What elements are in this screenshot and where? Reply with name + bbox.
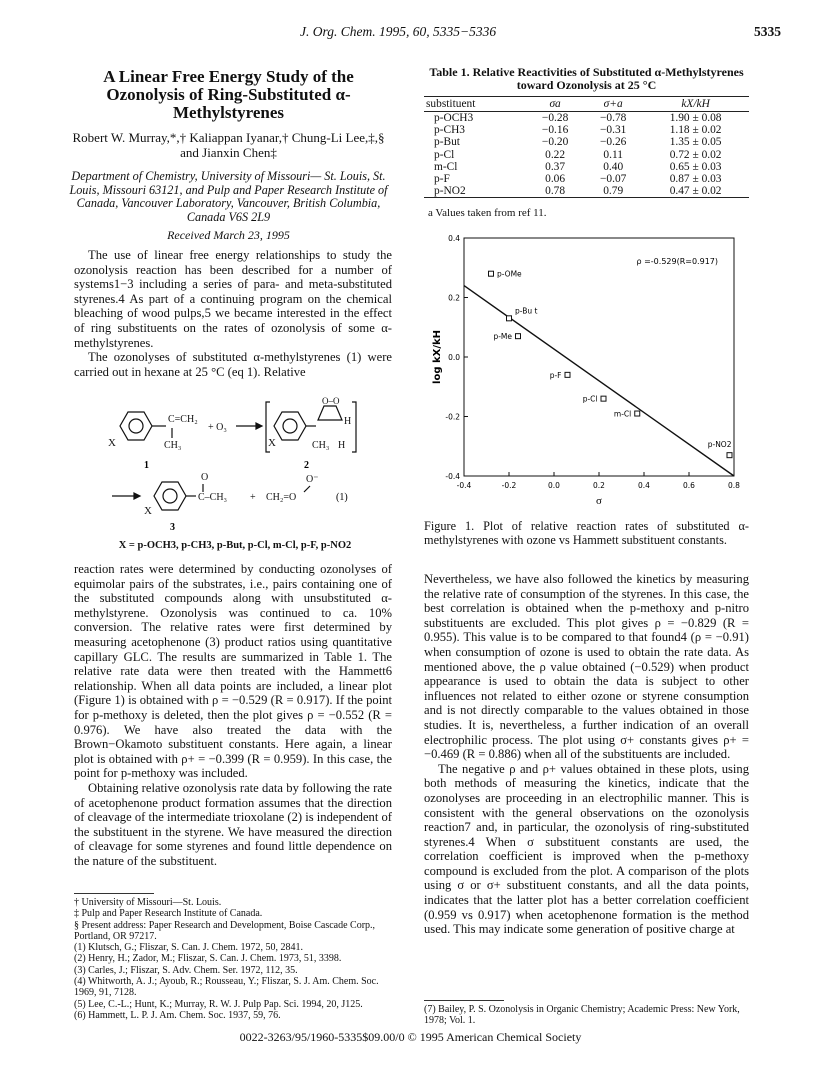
svg-text:O–O: O–O xyxy=(322,396,340,406)
compound-1-label: 1 xyxy=(144,460,149,471)
footnote: † University of Missouri—St. Louis. xyxy=(74,897,222,908)
table-cell: 0.06 xyxy=(545,173,566,186)
footnote: § Present address: Paper Research and Development, Boise Cascade Corp., Portland, OR 97217. xyxy=(74,919,376,942)
table-cell: 0.47 ± 0.02 xyxy=(642,185,749,198)
point-label: p-OMe xyxy=(497,269,522,279)
table-cell: −0.16 xyxy=(541,124,569,137)
table-row xyxy=(424,149,749,161)
table-row xyxy=(424,136,749,148)
body-text-left xyxy=(74,562,392,868)
table-cell: −0.07 xyxy=(599,173,627,186)
footnote: ‡ Pulp and Paper Research Institute of Canada. xyxy=(74,908,263,920)
page-number: 5335 xyxy=(754,24,781,39)
regression-annotation: ρ =-0.529(R=0.917) xyxy=(636,257,718,266)
compound-2-label: 2 xyxy=(304,460,309,471)
data-point xyxy=(601,396,606,401)
copyright-line: 0022-3263/95/1960-5335$09.00/0 © 1995 American Chemical Society xyxy=(239,1030,582,1044)
table-cell: p-But xyxy=(434,136,460,149)
table-cell: p-F xyxy=(434,173,450,186)
table-cell: 0.79 xyxy=(584,185,642,198)
body-text-right xyxy=(424,572,749,937)
table-cell: 0.87 ± 0.03 xyxy=(669,173,722,186)
footnote: (4) Whitworth, A. J.; Ayoub, R.; Rousseau, Y.; Fliszar, S. J. Am. Chem. Soc. 1969, 91, 7128. xyxy=(74,976,379,999)
table-cell: 0.11 xyxy=(603,148,623,161)
table-header-row xyxy=(424,97,749,112)
paragraph: The negative ρ and ρ+ values obtained in these plots, using both methods of measuring the kinetics, indicate that the ozonolyses are proceeding in an electrophilic manner. This is consistent with the general observations on the ozonolysis reaction7 and, in particular, the ozonolysis of ring-substituted styrenes.4 When σ substituent constants are used, the correlation coefficient is improved when the p-methoxy compound is excluded from the plot. A comparison of the plots using σ or σ+ substituent constants, and all the data points, indicates that the latter plot has a better correlation coefficient (0.959 vs 0.917) when acetophenone formation is the method used. This may indicate some generation of positive charge at xyxy=(424,761,749,937)
y-tick-label: 0.4 xyxy=(448,234,460,243)
table-cell: 0.65 ± 0.03 xyxy=(669,160,722,173)
table-cell: p-Cl xyxy=(434,148,455,161)
y-axis-label: log kX/kH xyxy=(432,330,443,384)
table-cell: −0.78 xyxy=(599,112,627,124)
paragraph: The ozonolyses of substituted α-methylstyrenes (1) were carried out in hexane at 25 °C (eq 1). Relative xyxy=(74,350,392,379)
footnote: (1) Klutsch, G.; Fliszar, S. Can. J. Chem. 1972, 50, 2841. xyxy=(74,942,304,954)
column-header: σa xyxy=(526,97,584,112)
table-cell: 1.18 ± 0.02 xyxy=(669,124,722,137)
substituent-list: X = p-OCH3, p-CH3, p-But, p-Cl, m-Cl, p-F, p-NO2 xyxy=(118,540,352,551)
data-point xyxy=(516,334,521,339)
equation-number: (1) xyxy=(336,492,348,503)
data-point xyxy=(565,372,570,377)
data-point xyxy=(727,453,732,458)
y-tick-label: 0.2 xyxy=(448,293,460,303)
footnote: (7) Bailey, P. S. Ozonolysis in Organic Chemistry; Academic Press: New York, 1978; Vol. 1. xyxy=(424,1004,740,1027)
data-point xyxy=(507,316,512,321)
table-cell: −0.20 xyxy=(541,136,569,149)
table-title: Table 1. Relative Reactivities of Substituted α-Methylstyrenes toward Ozonolysis at 25 °C xyxy=(429,65,744,92)
column-header: σ+a xyxy=(584,97,642,112)
regression-line xyxy=(464,286,734,476)
received-date: Received March 23, 1995 xyxy=(167,228,290,242)
intro-text xyxy=(74,248,392,379)
table-cell: 1.35 ± 0.05 xyxy=(669,136,722,149)
point-label: p-NO2 xyxy=(707,440,732,450)
svg-text:CH₂=O: CH₂=O xyxy=(266,492,297,503)
paragraph: reaction rates were determined by conducting ozonolyses of equimolar pairs of the substrates, i.e., pairs containing one of the substituted compounds along with unsubstituted α-methylstyrene. Ozonolysis was continued to ca. 10% conversion. The relative rates were first determined by measuring acetophenone (3) product ratios using quantitative capillary GLC. The results are summarized in Table 1. The relative rate data were then treated with the Hammett6 relationship. When all data points are included, a linear plot (Figure 1) is obtained with ρ = −0.529 (R = 0.917). If the point for p-methoxy is deleted, then the plot gives ρ = −0.552 (R = 0.976). We have also treated the data with the Brown−Okamoto substituent constants. Here again, a linear plot is obtained with ρ+ = −0.399 (R = 0.959). In this case, the point for p-methoxy was included. xyxy=(74,562,392,781)
svg-text:C–CH₃: C–CH₃ xyxy=(198,492,228,503)
affiliation: Department of Chemistry, University of Missouri— St. Louis, St. Louis, Missouri 63121, and Pulp and Paper Research Institute of Canada, Vancouver Laboratory, Vancouver, British Columbia, Canada V6S 2L9 xyxy=(69,169,388,224)
footnote-divider xyxy=(74,893,154,894)
table-row xyxy=(424,173,749,185)
point-label: p-Cl xyxy=(582,394,598,404)
svg-text:X: X xyxy=(144,505,152,517)
svg-text:O: O xyxy=(201,472,209,483)
point-label: p-F xyxy=(549,370,562,380)
x-tick-label: -0.4 xyxy=(456,481,472,490)
svg-text:+ O₃: + O₃ xyxy=(208,422,227,433)
benzene-ring xyxy=(120,412,152,440)
point-label: m-Cl xyxy=(613,409,632,419)
y-tick-label: -0.4 xyxy=(445,472,460,481)
table-cell: −0.28 xyxy=(541,112,569,124)
x-tick-label: 0.2 xyxy=(593,481,605,490)
table-cell: 0.22 xyxy=(545,148,566,161)
table-cell: 0.40 xyxy=(603,160,624,173)
x-tick-label: -0.2 xyxy=(501,481,517,490)
table-cell: −0.31 xyxy=(599,124,627,137)
svg-text:CH₃: CH₃ xyxy=(164,440,182,451)
x-axis-label: σ xyxy=(596,495,602,507)
footnotes xyxy=(74,897,394,1021)
svg-text:X: X xyxy=(268,437,276,449)
footnote: (3) Carles, J.; Fliszar, S. Adv. Chem. Ser. 1972, 112, 35. xyxy=(74,964,298,976)
y-tick-label: -0.2 xyxy=(445,412,460,422)
paragraph: Nevertheless, we have also followed the kinetics by measuring the relative rate of consumption of the styrenes. In this case, the best correlation is obtained when the p-methoxy and p-nitro substituents are excluded. This plot gives ρ = −0.829 (R = 0.955). This value is to be compared to that found4 (ρ = −0.91) when consumption of ozone is used to obtain the rate data. As mentioned above, the ρ value obtained (−0.529) when product appearance is used to obtain the data is subject to other influences not related to either ozone or styrene consumption and is not directly comparable to the values obtained in those studies. It is, nevertheless, a further indication of an overall electrophilic process. The plot using σ+ constants gives ρ+ = −0.469 (R = 0.886) when all of the substituents are included. xyxy=(424,572,749,762)
svg-text:CH₃: CH₃ xyxy=(312,440,330,451)
svg-text:H: H xyxy=(344,416,352,427)
point-label: p-Me xyxy=(493,332,512,342)
footnote-divider xyxy=(424,1000,504,1001)
x-tick-label: 0.6 xyxy=(683,481,695,490)
y-tick-label: 0.0 xyxy=(448,353,460,362)
article-title: A Linear Free Energy Study of the Ozonolysis of Ring-Substituted α-Methylstyrenes xyxy=(103,67,354,122)
svg-text:O⁻: O⁻ xyxy=(306,474,319,485)
table-row xyxy=(424,161,749,173)
svg-text:+: + xyxy=(250,492,256,503)
compound-3-label: 3 xyxy=(170,522,175,533)
table-cell: 1.90 ± 0.08 xyxy=(669,112,722,124)
hammett-plot xyxy=(428,228,758,508)
footnote: (6) Hammett, L. P. J. Am. Chem. Soc. 1937, 59, 76. xyxy=(74,1009,281,1021)
table-footnote: a Values taken from ref 11. xyxy=(428,207,547,219)
x-tick-label: 0.0 xyxy=(548,481,560,490)
table-row xyxy=(424,185,749,198)
reactivity-table xyxy=(424,96,749,198)
column-header: kX/kH xyxy=(642,97,749,112)
data-point xyxy=(635,411,640,416)
figure-caption: Figure 1. Plot of relative reaction rates of substituted α-methylstyrenes with ozone vs Hammett substituent constants. xyxy=(424,519,749,547)
table-cell: m-Cl xyxy=(434,160,458,173)
x-tick-label: 0.4 xyxy=(638,481,650,490)
footnote: (5) Lee, C.-L.; Hunt, K.; Murray, R. W. J. Pulp Pap. Sci. 1994, 20, J125. xyxy=(74,998,363,1010)
footnote: (2) Henry, H.; Zador, M.; Fliszar, S. Can. J. Chem. 1973, 51, 3398. xyxy=(74,953,342,965)
table-cell: p-OCH3 xyxy=(434,112,474,124)
table-row xyxy=(424,112,749,125)
table-cell: 0.78 xyxy=(526,185,584,198)
column-header: substituent xyxy=(424,97,526,112)
table-cell: 0.72 ± 0.02 xyxy=(669,148,722,161)
table-cell: −0.26 xyxy=(599,136,627,149)
paragraph: The use of linear free energy relationships to study the ozonolysis reaction has been described for a number of systems1−3 including a series of para- and meta-substituted styrenes.4 As part of a continuing program on the chemical bleaching of wood pulps,5 we became interested in the effect of ring substituents on the rates of ozonolysis of some α-methylstyrenes. xyxy=(74,248,392,350)
table-cell: 0.37 xyxy=(545,160,566,173)
svg-text:H: H xyxy=(338,440,346,451)
table-cell: p-NO2 xyxy=(424,185,526,198)
svg-text:C=CH₂: C=CH₂ xyxy=(168,414,198,425)
paragraph: Obtaining relative ozonolysis rate data by following the rate of acetophenone product formation assumes that the direction of cleavage of the intermediate trioxolane (2) is independent of the substituent in the styrene. We have measured the direction of cleavage for some styrenes and found little dependence on the nature of the substituent. xyxy=(74,780,392,868)
table-row xyxy=(424,124,749,136)
table-cell: p-CH3 xyxy=(434,124,466,137)
point-label: p-Bu t xyxy=(515,306,538,316)
x-tick-label: 0.8 xyxy=(728,481,740,490)
author-list: Robert W. Murray,*,† Kaliappan Iyanar,† Chung-Li Lee,‡,§ and Jianxin Chen‡ xyxy=(72,130,385,160)
data-point xyxy=(489,271,494,276)
svg-text:X: X xyxy=(108,437,116,449)
journal-citation: J. Org. Chem. 1995, 60, 5335−5336 xyxy=(300,24,497,39)
